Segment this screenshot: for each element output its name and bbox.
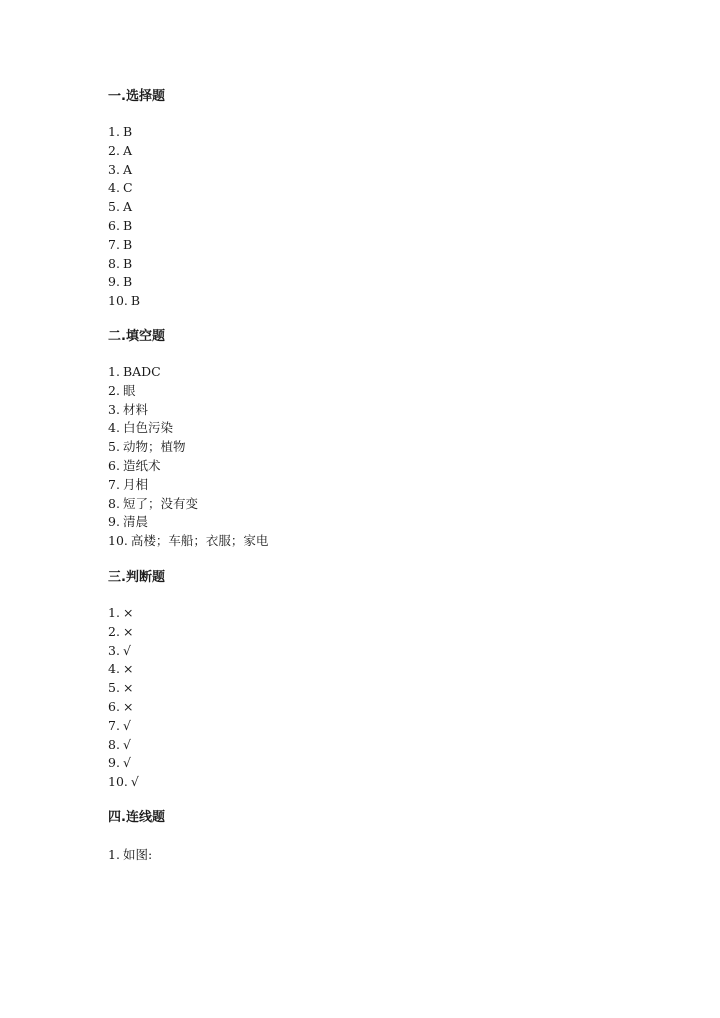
- list-item: [108, 438, 268, 457]
- list-item: [108, 642, 139, 661]
- item-number: 7.: [108, 717, 120, 733]
- list-item: [108, 717, 139, 736]
- item-answer: B: [130, 293, 141, 309]
- item-answer: ×: [122, 623, 134, 639]
- item-number: 1.: [108, 847, 120, 862]
- item-answer: B: [122, 255, 133, 271]
- section-fill-in-blank: [108, 328, 668, 549]
- section-true-false: [108, 569, 668, 790]
- item-number: 10.: [108, 533, 128, 549]
- item-answer: B: [122, 236, 133, 252]
- list-item: [108, 179, 140, 198]
- section-matching: [108, 809, 668, 862]
- item-number: 8.: [108, 255, 120, 271]
- item-number: 3.: [108, 161, 120, 177]
- item-answer: BADC: [122, 364, 161, 379]
- item-number: 1.: [108, 364, 120, 379]
- item-answer: √: [130, 774, 139, 790]
- list-item: [108, 123, 140, 142]
- item-number: 3.: [108, 642, 120, 658]
- list-item: [108, 419, 268, 438]
- item-number: 5.: [108, 199, 120, 215]
- item-number: 9.: [108, 755, 120, 771]
- item-number: 4.: [108, 180, 120, 196]
- item-number: 7.: [108, 236, 120, 252]
- list-item: [108, 198, 140, 217]
- item-number: 6.: [108, 698, 120, 714]
- answer-list: [108, 604, 139, 792]
- item-answer: ×: [122, 661, 134, 677]
- list-item: [108, 604, 139, 623]
- answer-list: [108, 363, 268, 551]
- item-answer: 造纸术: [122, 457, 161, 473]
- list-item: [108, 513, 268, 532]
- item-number: 1.: [108, 124, 120, 139]
- item-answer: ×: [122, 698, 134, 714]
- list-item: [108, 236, 140, 255]
- item-answer: √: [122, 736, 131, 752]
- list-item: [108, 382, 268, 401]
- item-answer: 月相: [122, 476, 148, 492]
- list-item: [108, 532, 268, 551]
- item-answer: √: [122, 642, 131, 658]
- answer-list: [108, 846, 152, 865]
- list-item: [108, 623, 139, 642]
- list-item: [108, 273, 140, 292]
- list-item: [108, 255, 140, 274]
- item-answer: A: [122, 142, 132, 158]
- item-number: 8.: [108, 495, 120, 511]
- item-number: 4.: [108, 661, 120, 677]
- item-answer: √: [122, 717, 131, 733]
- list-item: [108, 457, 268, 476]
- item-answer: B: [122, 124, 133, 139]
- item-answer: 短了；没有变: [122, 495, 198, 511]
- section-title: 一.选择题: [108, 89, 165, 104]
- item-number: 4.: [108, 420, 120, 436]
- item-answer: A: [122, 199, 132, 215]
- item-answer: 白色污染: [122, 420, 173, 436]
- list-item: [108, 679, 139, 698]
- list-item: [108, 495, 268, 514]
- item-number: 7.: [108, 476, 120, 492]
- section-title: 二.填空题: [108, 329, 165, 344]
- item-answer: 眼: [122, 382, 136, 398]
- item-number: 10.: [108, 774, 128, 790]
- list-item: [108, 736, 139, 755]
- answer-list: [108, 123, 140, 311]
- item-number: 2.: [108, 142, 120, 158]
- list-item: [108, 363, 268, 382]
- item-answer: 如图:: [122, 847, 153, 862]
- item-answer: ×: [122, 605, 134, 620]
- item-answer: B: [122, 274, 133, 290]
- item-answer: A: [122, 161, 132, 177]
- list-item: [108, 773, 139, 792]
- list-item: [108, 476, 268, 495]
- section-title: 三.判断题: [108, 570, 165, 585]
- item-number: 8.: [108, 736, 120, 752]
- list-item: [108, 660, 139, 679]
- item-answer: 动物；植物: [122, 439, 186, 455]
- item-answer: 高楼；车船；衣服；家电: [130, 533, 269, 549]
- list-item: [108, 401, 268, 420]
- item-number: 9.: [108, 274, 120, 290]
- item-number: 10.: [108, 293, 128, 309]
- list-item: [108, 142, 140, 161]
- item-number: 5.: [108, 680, 120, 696]
- item-answer: B: [122, 217, 133, 233]
- list-item: [108, 217, 140, 236]
- item-answer: √: [122, 755, 131, 771]
- list-item: [108, 161, 140, 180]
- item-number: 6.: [108, 217, 120, 233]
- list-item: [108, 754, 139, 773]
- item-number: 2.: [108, 382, 120, 398]
- section-title: 四.连线题: [108, 810, 165, 825]
- section-multiple-choice: [108, 88, 668, 309]
- list-item: [108, 698, 139, 717]
- item-answer: 材料: [122, 401, 148, 417]
- item-number: 5.: [108, 439, 120, 455]
- item-answer: C: [122, 180, 133, 196]
- item-number: 6.: [108, 457, 120, 473]
- item-number: 9.: [108, 514, 120, 530]
- list-item: [108, 292, 140, 311]
- item-number: 3.: [108, 401, 120, 417]
- item-answer: 清晨: [122, 514, 148, 530]
- list-item: [108, 846, 152, 865]
- item-number: 2.: [108, 623, 120, 639]
- item-number: 1.: [108, 605, 120, 620]
- item-answer: ×: [122, 680, 134, 696]
